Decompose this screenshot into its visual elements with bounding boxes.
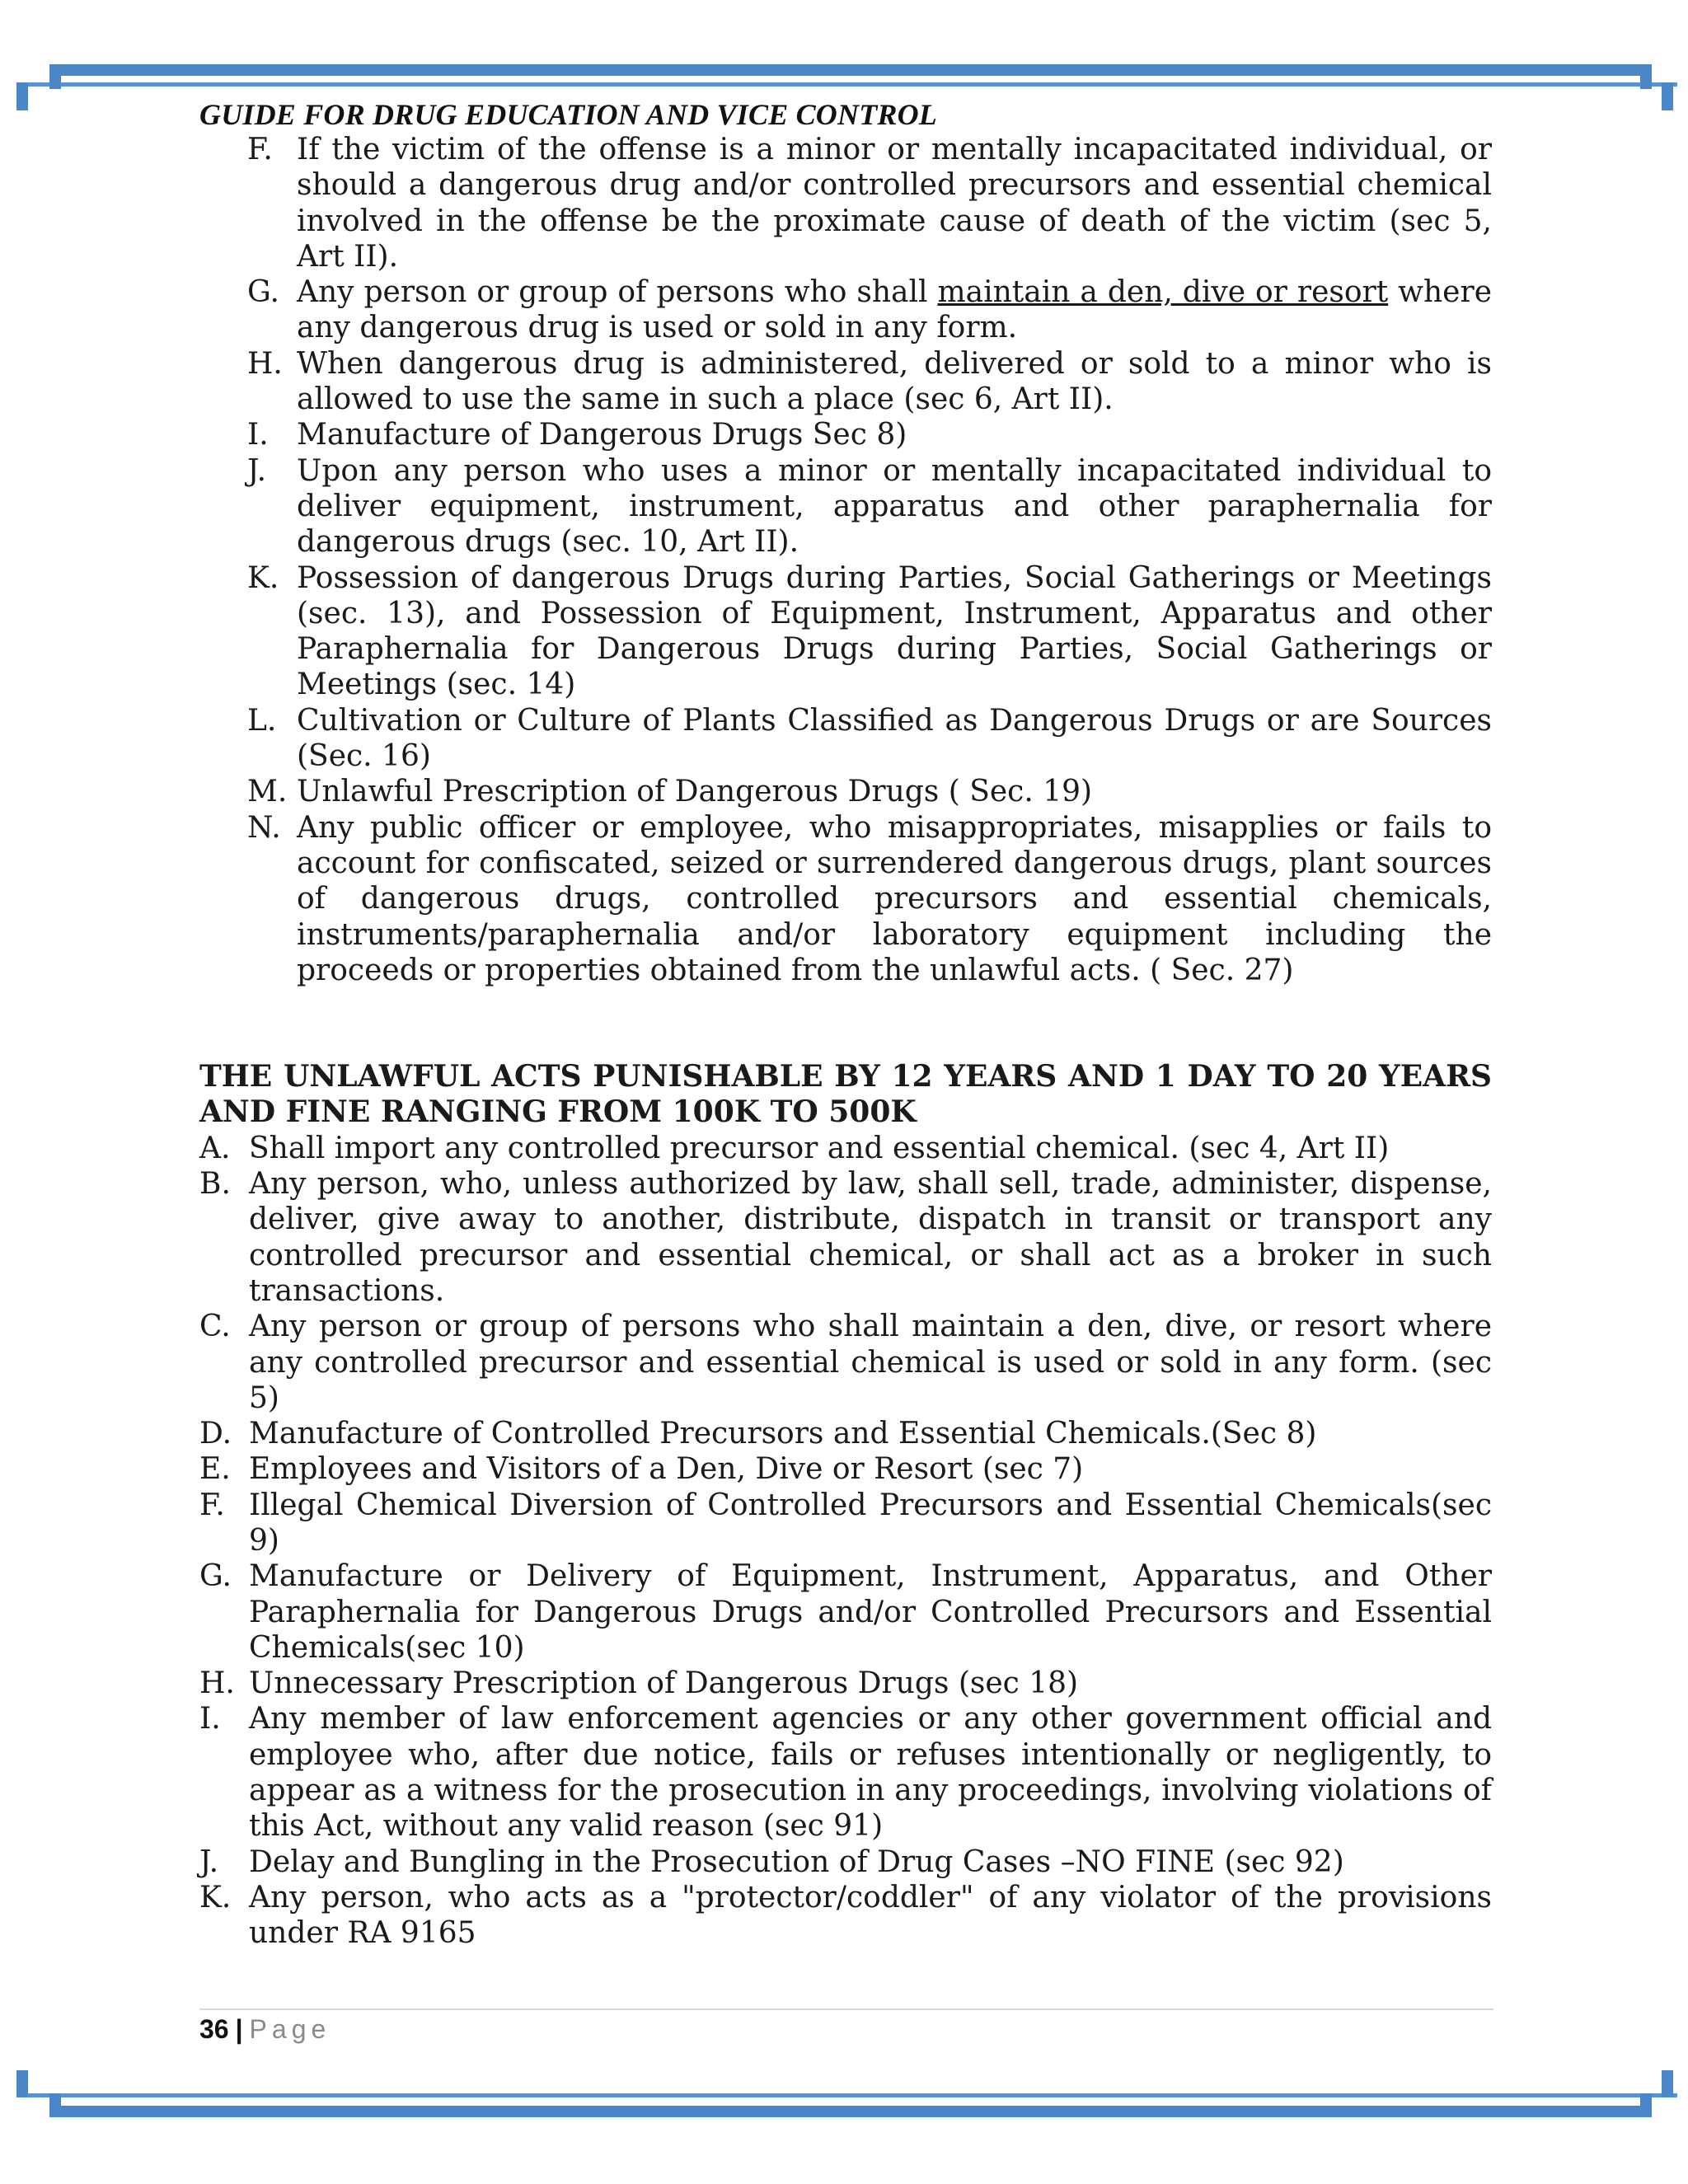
list-item xyxy=(199,1166,1492,1309)
footer-separator: | xyxy=(235,2014,243,2044)
item-label: N. xyxy=(247,810,281,845)
page-number: 36 xyxy=(199,2014,229,2044)
list-item xyxy=(247,132,1492,274)
item-label: K. xyxy=(247,560,279,595)
list-item xyxy=(199,1880,1492,1952)
item-text: Manufacture or Delivery of Equipment, Instrument, Apparatus, and Other Paraphernalia for Dangerous Drugs and/or Controlled Precursors and Essential Chemicals(sec 10) xyxy=(249,1559,1492,1665)
item-label: L. xyxy=(247,703,277,738)
item-text: If the victim of the offense is a minor or mentally incapacitated individual, or should a dangerous drug and/or controlled precursors and essential chemical involved in the offense be the proximate cause of death of the victim (sec 5, Art II). xyxy=(297,133,1492,274)
item-label: J. xyxy=(199,1844,219,1879)
bottom-right-cap xyxy=(1640,2093,1652,2117)
item-label: F. xyxy=(199,1488,225,1522)
list-item xyxy=(199,1701,1492,1844)
item-text: Unnecessary Prescription of Dangerous Drugs (sec 18) xyxy=(249,1666,1079,1701)
item-text: When dangerous drug is administered, delivered or sold to a minor who is allowed to use the same in such a place (sec 6, Art II). xyxy=(297,346,1492,417)
item-text: Any public officer or employee, who misappropriates, misapplies or fails to account for confiscated, seized or surrendered dangerous drugs, plant sources of dangerous drugs, controlled precursors and essential chemicals, instruments/paraphernalia and/or laboratory equipment including the proceeds or properties obtained from the unlawful acts. ( Sec. 27) xyxy=(297,810,1492,987)
item-text: Illegal Chemical Diversion of Controlled Precursors and Essential Chemicals(sec 9) xyxy=(249,1488,1492,1558)
top-left-corner xyxy=(16,82,28,110)
item-label: I. xyxy=(199,1702,221,1736)
item-text: Employees and Visitors of a Den, Dive or Resort (sec 7) xyxy=(249,1452,1084,1487)
list-item xyxy=(199,1309,1492,1416)
item-text: Upon any person who uses a minor or mentally incapacitated individual to deliver equipment, instrument, apparatus and other paraphernalia for dangerous drugs (sec. 10, Art II). xyxy=(297,453,1492,560)
item-label: H. xyxy=(247,346,283,381)
penalty-list-first xyxy=(199,132,1492,988)
item-text-pre: Any person or group of persons who shall xyxy=(297,275,938,310)
top-right-cap xyxy=(1640,64,1652,89)
page-content xyxy=(199,132,1492,1952)
item-text-underlined: maintain a den, dive or resort xyxy=(937,275,1389,310)
item-label: G. xyxy=(199,1559,232,1594)
list-item xyxy=(247,774,1492,809)
list-item xyxy=(199,1844,1492,1880)
item-label: A. xyxy=(199,1131,231,1165)
item-text: Unlawful Prescription of Dangerous Drugs ( Sec. 19) xyxy=(297,775,1093,809)
penalty-list-second xyxy=(199,1131,1492,1952)
item-text: Possession of dangerous Drugs during Parties, Social Gatherings or Meetings (sec. 13), and Possession of Equipment, Instrument, Apparatus and other Paraphernalia for Dangerous Drugs during Parties, Social Gatherings or Meetings (sec. 14) xyxy=(297,560,1492,702)
page-footer xyxy=(199,2014,331,2045)
list-item xyxy=(199,1416,1492,1451)
item-label: I. xyxy=(247,418,269,452)
list-item xyxy=(247,274,1492,346)
item-label: C. xyxy=(199,1310,231,1344)
item-text: Shall import any controlled precursor and essential chemical. (sec 4, Art II) xyxy=(249,1131,1390,1165)
document-header: GUIDE FOR DRUG EDUCATION AND VICE CONTROL xyxy=(199,98,937,131)
list-item xyxy=(199,1131,1492,1166)
list-item xyxy=(199,1666,1492,1701)
bottom-border-thin xyxy=(21,2093,1677,2097)
list-item xyxy=(247,417,1492,452)
item-label: K. xyxy=(199,1880,232,1915)
item-label: D. xyxy=(199,1417,232,1451)
bottom-left-cap xyxy=(49,2093,61,2117)
footer-divider xyxy=(199,2008,1493,2010)
list-item xyxy=(247,810,1492,988)
item-text-post: where any dangerous drug is used or sold in any form. xyxy=(297,275,1493,345)
item-label: J. xyxy=(247,453,267,488)
item-text: Delay and Bungling in the Prosecution of Drug Cases –NO FINE (sec 92) xyxy=(249,1844,1344,1879)
top-left-cap xyxy=(49,64,61,89)
item-label: G. xyxy=(247,275,279,310)
item-label: H. xyxy=(199,1666,235,1701)
list-item xyxy=(199,1488,1492,1559)
section-heading: THE UNLAWFUL ACTS PUNISHABLE BY 12 YEARS AND 1 DAY TO 20 YEARS AND FINE RANGING FROM 100K TO 500K xyxy=(199,1059,1492,1130)
bottom-left-corner xyxy=(16,2070,28,2097)
list-item xyxy=(199,1558,1492,1666)
top-border xyxy=(49,64,1648,76)
item-text: Manufacture of Controlled Precursors and Essential Chemicals.(Sec 8) xyxy=(249,1417,1317,1451)
item-label: M. xyxy=(247,775,288,809)
list-item xyxy=(247,703,1492,775)
item-text: Any person or group of persons who shall maintain a den, dive, or resort where any controlled precursor and essential chemical is used or sold in any form. (sec 5) xyxy=(249,1310,1492,1415)
top-border-thin xyxy=(21,82,1677,87)
list-item xyxy=(247,560,1492,703)
item-text: Any member of law enforcement agencies or any other government official and employee who, after due notice, fails or refuses intentionally or negligently, to appear as a witness for the prosecution in any proceedings, involving violations of this Act, without any valid reason (sec 91) xyxy=(249,1702,1492,1844)
item-text: Cultivation or Culture of Plants Classified as Dangerous Drugs or are Sources (Sec. 16) xyxy=(297,703,1492,774)
page-word: Page xyxy=(249,2014,331,2044)
item-text: Any person, who acts as a "protector/coddler" of any violator of the provisions under RA 9165 xyxy=(249,1880,1492,1951)
item-text xyxy=(297,274,1492,346)
list-item xyxy=(247,346,1492,418)
item-label: E. xyxy=(199,1452,231,1487)
bottom-border xyxy=(49,2106,1648,2117)
list-item xyxy=(247,453,1492,560)
list-item xyxy=(199,1451,1492,1487)
item-text: Any person, who, unless authorized by law, shall sell, trade, administer, dispense, deliver, give away to another, distribute, dispatch in transit or transport any controlled precursor and essential chemical, or shall act as a broker in such transactions. xyxy=(249,1167,1492,1308)
bottom-right-corner xyxy=(1662,2070,1673,2097)
item-label: B. xyxy=(199,1167,231,1202)
top-right-corner xyxy=(1662,82,1673,110)
item-text: Manufacture of Dangerous Drugs Sec 8) xyxy=(297,418,907,452)
item-label: F. xyxy=(247,133,273,166)
